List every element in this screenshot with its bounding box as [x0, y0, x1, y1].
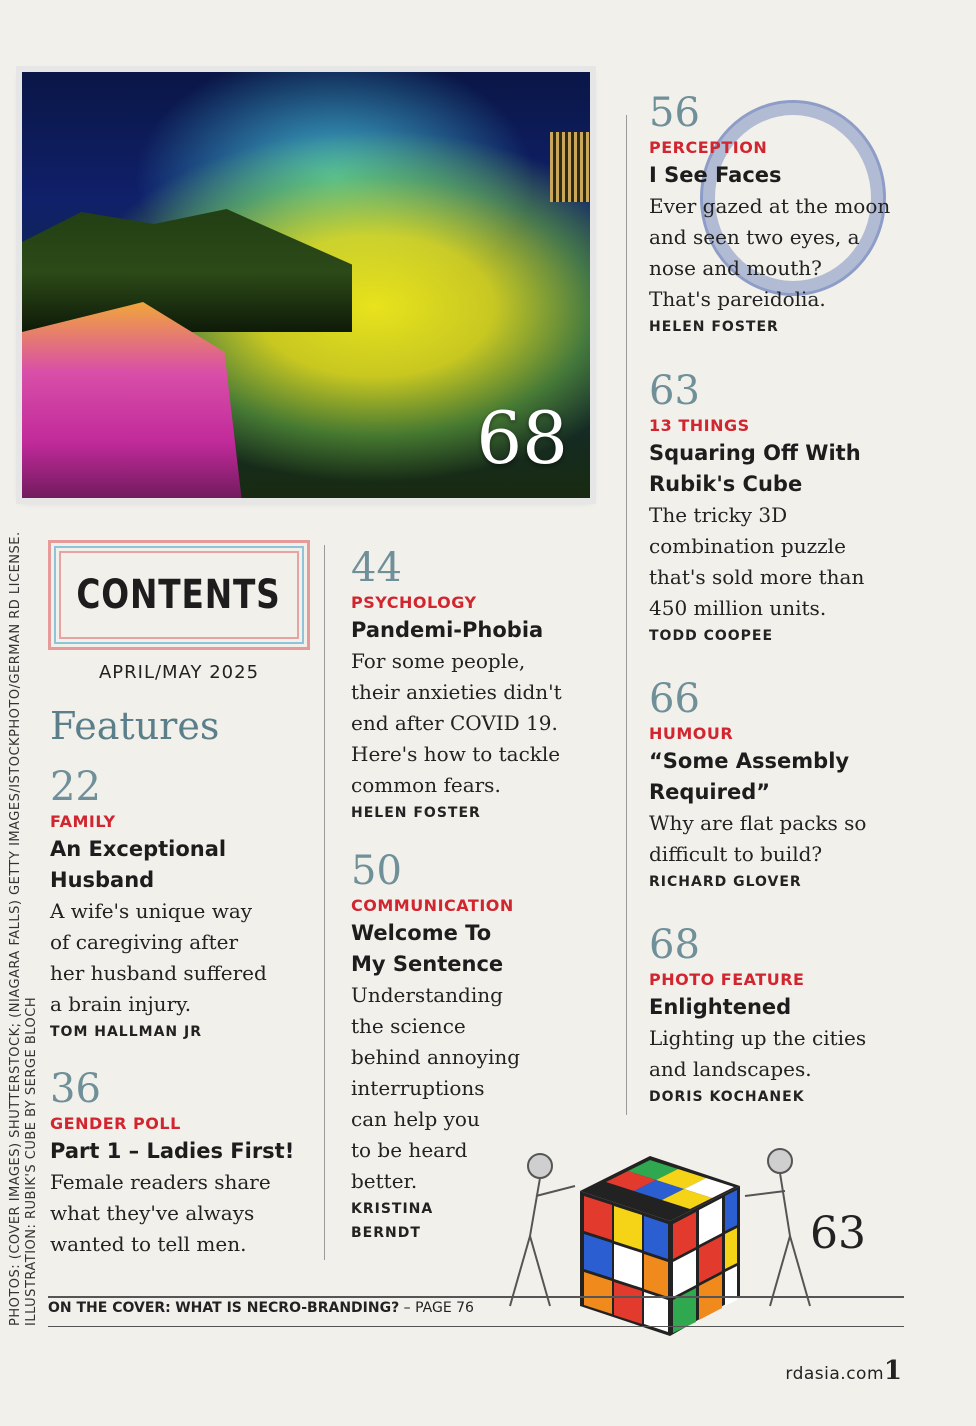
niagara-falls-photo: [22, 72, 590, 498]
article-author: HELEN FOSTER: [351, 805, 481, 821]
article-description: 450 million units.: [649, 596, 827, 620]
article-headline: My Sentence: [351, 952, 504, 976]
photo-credit: PHOTOS: (COVER IMAGES) SHUTTERSTOCK; (NIAGARA FALLS) GETTY IMAGES/ISTOCKPHOTO/GERMAN RD LICENSE. ILLUSTRATION: RUBIK'S CUBE BY SERGE BLOCH: [8, 531, 39, 1326]
bottom-rule: [48, 1296, 904, 1298]
cover-line: [48, 1300, 474, 1316]
article-headline: Enlightened: [649, 995, 792, 1019]
column-divider: [626, 115, 627, 1115]
article-item[interactable]: [50, 764, 315, 1044]
photo-page-number: 68: [476, 396, 568, 480]
cover-line-label: ON THE COVER:: [48, 1300, 171, 1316]
bottom-rule-lower: [48, 1326, 904, 1327]
column-divider: [324, 545, 325, 1260]
article-description: difficult to build?: [649, 842, 823, 866]
contents-title-box: [48, 540, 310, 650]
article-description: common fears.: [351, 773, 501, 797]
article-description: end after COVID 19.: [351, 711, 558, 735]
article-description: For some people,: [351, 649, 526, 673]
article-description: A wife's unique way: [50, 899, 253, 923]
issue-date: APRIL/MAY 2025: [98, 662, 260, 683]
article-description: their anxieties didn't: [351, 680, 562, 704]
article-description: that's sold more than: [649, 565, 865, 589]
article-description: the science: [351, 1014, 466, 1038]
article-headline: Part 1 – Ladies First!: [50, 1139, 295, 1163]
article-category: PHOTO FEATURE: [649, 970, 805, 989]
cube-page-number: 63: [810, 1208, 866, 1259]
article-description: Female readers share: [50, 1170, 271, 1194]
contents-title: CONTENTS: [76, 572, 282, 618]
cover-line-page: – PAGE 76: [403, 1300, 474, 1316]
article-item[interactable]: [50, 1066, 315, 1260]
article-headline: Rubik's Cube: [649, 472, 803, 496]
article-category: PERCEPTION: [649, 138, 768, 157]
article-headline: Husband: [50, 868, 155, 892]
article-headline: I See Faces: [649, 163, 782, 187]
article-page-number: 36: [50, 1066, 101, 1112]
article-author: TOM HALLMAN JR: [50, 1024, 202, 1040]
article-page-number: 56: [649, 90, 700, 136]
article-description: behind annoying: [351, 1045, 521, 1069]
city-lights: [550, 132, 590, 202]
article-description: Here's how to tackle: [351, 742, 561, 766]
article-description: of caregiving after: [50, 930, 239, 954]
cliff-shape: [22, 182, 352, 332]
footer-url[interactable]: rdasia.com: [785, 1364, 884, 1384]
article-description: to be heard: [351, 1138, 468, 1162]
article-description: Lighting up the cities: [649, 1026, 867, 1050]
article-description: a brain injury.: [50, 992, 192, 1016]
article-headline: Squaring Off With: [649, 441, 861, 465]
article-category: HUMOUR: [649, 724, 734, 743]
article-description: That's pareidolia.: [649, 287, 826, 311]
article-description: wanted to tell men.: [50, 1232, 247, 1256]
article-description: combination puzzle: [649, 534, 846, 558]
article-page-number: 63: [649, 368, 700, 414]
article-category: GENDER POLL: [50, 1114, 181, 1133]
figure-right: [745, 1149, 810, 1306]
article-author: TODD COOPEE: [649, 628, 774, 644]
cover-line-text: WHAT IS NECRO-BRANDING?: [175, 1300, 400, 1316]
article-item[interactable]: [351, 545, 616, 825]
article-description: better.: [351, 1169, 418, 1193]
article-page-number: 50: [351, 848, 402, 894]
article-item[interactable]: [649, 90, 959, 339]
article-page-number: 68: [649, 922, 700, 968]
article-headline: Welcome To: [351, 921, 492, 945]
article-headline: Pandemi-Phobia: [351, 618, 544, 642]
article-item[interactable]: [649, 368, 959, 648]
article-author: HELEN FOSTER: [649, 319, 779, 335]
article-author: DORIS KOCHANEK: [649, 1089, 805, 1105]
article-description: and seen two eyes, a: [649, 225, 860, 249]
article-description: her husband suffered: [50, 961, 267, 985]
article-page-number: 66: [649, 676, 700, 722]
article-description: and landscapes.: [649, 1057, 812, 1081]
article-category: 13 THINGS: [649, 416, 750, 435]
article-description: Understanding: [351, 983, 503, 1007]
article-page-number: 44: [351, 545, 402, 591]
article-description: what they've always: [50, 1201, 255, 1225]
article-item[interactable]: [649, 922, 959, 1109]
article-description: interruptions: [351, 1076, 485, 1100]
article-author: BERNDT: [351, 1225, 421, 1241]
article-author: RICHARD GLOVER: [649, 874, 802, 890]
features-heading: Features: [50, 704, 220, 748]
article-category: PSYCHOLOGY: [351, 593, 477, 612]
article-description: can help you: [351, 1107, 480, 1131]
article-category: COMMUNICATION: [351, 896, 514, 915]
article-headline: An Exceptional: [50, 837, 227, 861]
article-headline: Required”: [649, 780, 771, 804]
article-headline: “Some Assembly: [649, 749, 850, 773]
article-description: Ever gazed at the moon: [649, 194, 891, 218]
article-description: nose and mouth?: [649, 256, 822, 280]
footer-page-number: 1: [883, 1356, 902, 1386]
cube: [580, 1156, 740, 1336]
article-description: Why are flat packs so: [649, 811, 867, 835]
article-description: The tricky 3D: [649, 503, 788, 527]
figure-left: [510, 1154, 575, 1306]
article-category: FAMILY: [50, 812, 116, 831]
article-author: KRISTINA: [351, 1201, 434, 1217]
article-item[interactable]: [649, 676, 959, 894]
rubiks-cube-illustration: [480, 1126, 860, 1346]
article-page-number: 22: [50, 764, 101, 810]
